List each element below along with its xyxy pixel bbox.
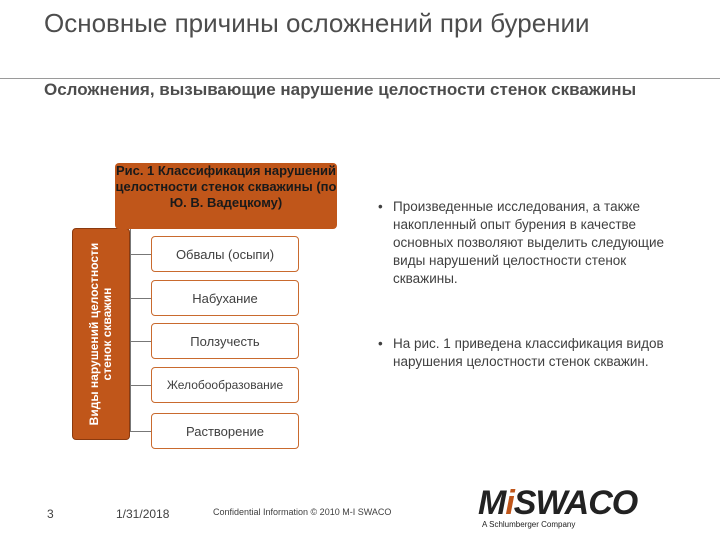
logo-tagline: A Schlumberger Company	[482, 520, 576, 529]
bullet-text: На рис. 1 приведена классификация видов нарушения целостности стенок скважин.	[393, 336, 664, 369]
classification-item-keyseat: Желобообразование	[151, 367, 299, 403]
page-number: 3	[47, 507, 54, 521]
slide-title: Основные причины осложнений при бурении	[44, 8, 590, 38]
category-label: Виды нарушений целостности стенок скважин	[87, 242, 114, 426]
connector-branch	[130, 341, 152, 342]
classification-item-swelling: Набухание	[151, 280, 299, 316]
bullet-point	[378, 335, 678, 371]
bullet-icon: •	[378, 336, 383, 351]
classification-item-collapse: Обвалы (осыпи)	[151, 236, 299, 272]
confidential-notice: Confidential Information © 2010 M-I SWACO	[213, 507, 392, 517]
connector-branch	[130, 431, 152, 432]
footer-date: 1/31/2018	[116, 507, 170, 521]
company-logo: MiSWACO	[478, 484, 638, 522]
classification-item-creep: Ползучесть	[151, 323, 299, 359]
figure-caption: Рис. 1 Классификация нарушений целостности стенок скважины (по Ю. В. Вадецкому)	[115, 163, 337, 210]
slide-subtitle: Осложнения, вызывающие нарушение целостности стенок скважины	[44, 80, 637, 99]
connector-line	[130, 229, 151, 432]
classification-item-dissolution: Растворение	[151, 413, 299, 449]
connector-branch	[130, 254, 152, 255]
bullet-icon: •	[378, 199, 383, 214]
connector-branch	[130, 385, 152, 386]
bullet-point	[378, 198, 678, 288]
bullet-text: Произведенные исследования, а также накопленный опыт бурения в качестве основных позволяют выделить следующие виды нарушений целостности стенок скважины.	[393, 199, 665, 286]
connector-branch	[130, 298, 152, 299]
title-divider	[0, 78, 720, 79]
